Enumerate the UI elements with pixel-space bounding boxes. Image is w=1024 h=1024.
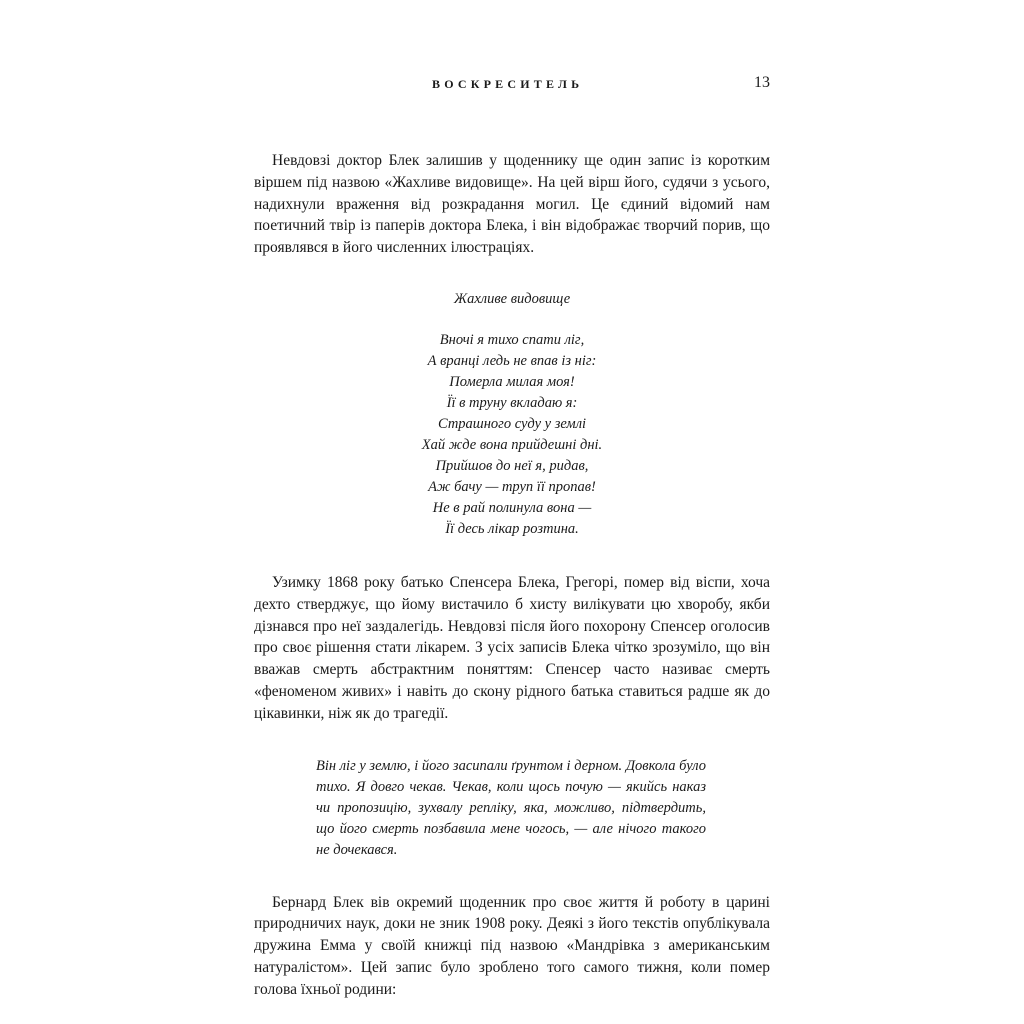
poem-line: А вранці ледь не впав із ніг: bbox=[427, 352, 597, 369]
block-quote: Він ліг у землю, і його засипали ґрунтом і дерном. Довкола було тихо. Я довго чекав. Чекав, коли щось почую — якийсь наказ чи пропозицію, зухвалу репліку, яка, можливо, підтвердить, що його смерть позбавила мене чогось, — але нічого такого не дочекався. bbox=[316, 757, 706, 858]
poem-line: Хай жде вона прийдешні дні. bbox=[421, 436, 603, 453]
page-header bbox=[0, 74, 1024, 98]
poem-line: Страшного суду у землі bbox=[437, 415, 587, 432]
paragraph-bernard: Бернард Блек вів окремий щоденник про своє життя й роботу в царині природничих наук, доки не зник 1908 року. Деякі з його текстів опублікувала дружина Емма у своїй книжці під назвою «Мандрівка з американським натуралістом». Цей запис було зроблено того самого тижня, коли помер голова їхньої родини: bbox=[254, 893, 770, 998]
poem-line: Не в рай полинула вона — bbox=[432, 499, 592, 516]
paragraph-intro: Невдовзі доктор Блек залишив у щоденнику ще один запис із коротким віршем під назвою «Жахливе видовище». На цей вірш його, судячи з усього, надихнули враження від розкрадання могил. Це єдиний відомий нам поетичний твір із паперів доктора Блека, і він відображає творчий порив, що проявлявся в його численних ілюстраціях. bbox=[254, 152, 770, 257]
poem bbox=[254, 289, 770, 540]
poem-line: Аж бачу — труп її пропав! bbox=[428, 478, 596, 495]
poem-line: Її в труну вкладаю я: bbox=[446, 394, 578, 411]
poem-stanza bbox=[254, 330, 770, 540]
poem-line: Її десь лікар розтина. bbox=[445, 520, 579, 537]
poem-line: Прийшов до неї я, ридав, bbox=[435, 457, 589, 474]
poem-title: Жахливе видовище bbox=[453, 290, 571, 307]
paragraph-father-death: Узимку 1868 року батько Спенсера Блека, Грегорі, помер від віспи, хоча дехто стверджує, що йому вистачило б хисту вилікувати цю хворобу, якби дізнався про неї заздалегідь. Невдовзі після його похорону Спенсер оголосив про своє рішення стати лікарем. З усіх записів Блека чітко зрозуміло, що він вважав смерть абстрактним поняттям: Спенсер часто називає смерть «феноменом живих» і навіть до скону рідного батька ставиться радше як до цікавинки, ніж як до трагедії. bbox=[254, 573, 770, 722]
running-title: ВОСКРЕСИТЕЛЬ bbox=[432, 77, 584, 91]
poem-line: Померла милая моя! bbox=[449, 373, 575, 390]
page-number: 13 bbox=[754, 74, 770, 91]
poem-line: Вночі я тихо спати ліг, bbox=[439, 331, 585, 348]
page-body bbox=[254, 150, 770, 1001]
